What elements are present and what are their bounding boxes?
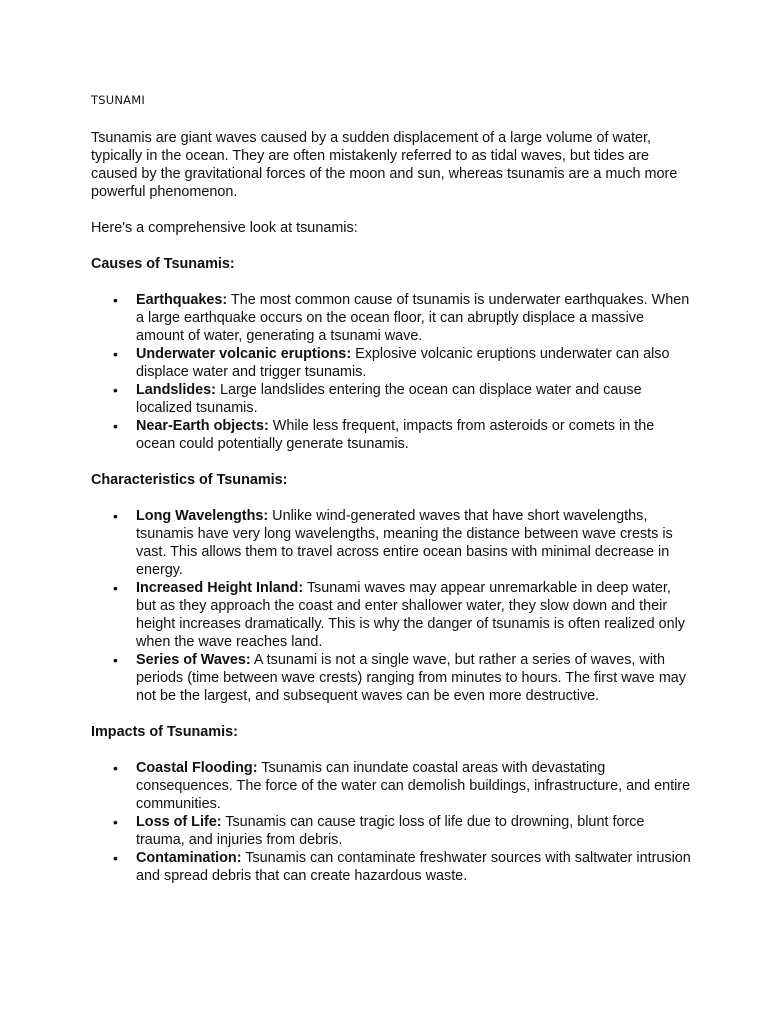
list-item-term: Series of Waves: — [136, 652, 251, 668]
bullet-icon: • — [113, 814, 118, 830]
bullet-icon: • — [113, 652, 118, 668]
list-item-term: Contamination: — [136, 850, 242, 866]
list-item-term: Landslides: — [136, 382, 216, 398]
bullet-icon: • — [113, 850, 118, 866]
list-item — [91, 417, 691, 453]
list-item-text: Tsunamis can inundate coastal areas with devastating consequences. The force of the water can demolish buildings, infrastructure, and entire communities. — [136, 760, 691, 812]
characteristics-list — [91, 507, 691, 705]
section-heading-characteristics: Characteristics of Tsunamis: — [91, 472, 288, 488]
list-item-text: Tsunamis can contaminate freshwater sources with saltwater intrusion and spread debris that can create hazardous waste. — [136, 850, 691, 884]
list-item — [91, 381, 691, 417]
list-item — [91, 507, 691, 579]
bullet-icon: • — [113, 508, 118, 524]
causes-list — [91, 291, 691, 453]
list-item-term: Increased Height Inland: — [136, 580, 304, 596]
list-item-text: Tsunamis can cause tragic loss of life due to drowning, blunt force trauma, and injuries from debris. — [136, 814, 645, 848]
list-item-text: A tsunami is not a single wave, but rather a series of waves, with periods (time between wave crests) ranging from minutes to hours. The first wave may not be the largest, and subsequent waves can be even more destructive. — [136, 652, 686, 704]
bullet-icon: • — [113, 382, 118, 398]
list-item-term: Loss of Life: — [136, 814, 222, 830]
bullet-icon: • — [113, 580, 118, 596]
list-item-text: Large landslides entering the ocean can displace water and cause localized tsunamis. — [136, 382, 642, 416]
section-heading-causes: Causes of Tsunamis: — [91, 256, 235, 272]
intro-paragraph: Tsunamis are giant waves caused by a sudden displacement of a large volume of water, typically in the ocean. They are often mistakenly referred to as tidal waves, but tides are caused by the gravitational forces of the moon and sun, whereas tsunamis are a much more powerful phenomenon. — [91, 130, 678, 200]
list-item-term: Underwater volcanic eruptions: — [136, 346, 352, 362]
list-item-text: Explosive volcanic eruptions underwater can also displace water and trigger tsunamis. — [136, 346, 670, 380]
bullet-icon: • — [113, 346, 118, 362]
list-item — [91, 849, 691, 885]
lead-paragraph: Here's a comprehensive look at tsunamis: — [91, 220, 358, 236]
list-item-term: Long Wavelengths: — [136, 508, 269, 524]
list-item-text: The most common cause of tsunamis is underwater earthquakes. When a large earthquake occurs on the ocean floor, it can abruptly displace a massive amount of water, generating a tsunami wave. — [136, 292, 690, 344]
list-item-text: Tsunami waves may appear unremarkable in deep water, but as they approach the coast and enter shallower water, they slow down and their height increases dramatically. This is why the danger of tsunamis is often realized only when the wave reaches land. — [136, 580, 685, 650]
list-item-text: Unlike wind-generated waves that have short wavelengths, tsunamis have very long wavelengths, meaning the distance between wave crests is vast. This allows them to travel across entire ocean basins with minimal decrease in energy. — [136, 508, 673, 578]
list-item-term: Earthquakes: — [136, 292, 228, 308]
document-body — [91, 129, 691, 903]
list-item-term: Coastal Flooding: — [136, 760, 258, 776]
list-item — [91, 651, 691, 705]
section-heading-impacts: Impacts of Tsunamis: — [91, 724, 238, 740]
bullet-icon: • — [113, 418, 118, 434]
list-item — [91, 759, 691, 813]
bullet-icon: • — [113, 292, 118, 308]
list-item — [91, 579, 691, 651]
list-item — [91, 813, 691, 849]
list-item — [91, 291, 691, 345]
list-item-term: Near-Earth objects: — [136, 418, 269, 434]
impacts-list — [91, 759, 691, 885]
bullet-icon: • — [113, 760, 118, 776]
document-title: TSUNAMI — [91, 93, 145, 107]
list-item — [91, 345, 691, 381]
list-item-text: While less frequent, impacts from asteroids or comets in the ocean could potentially generate tsunamis. — [136, 418, 655, 452]
